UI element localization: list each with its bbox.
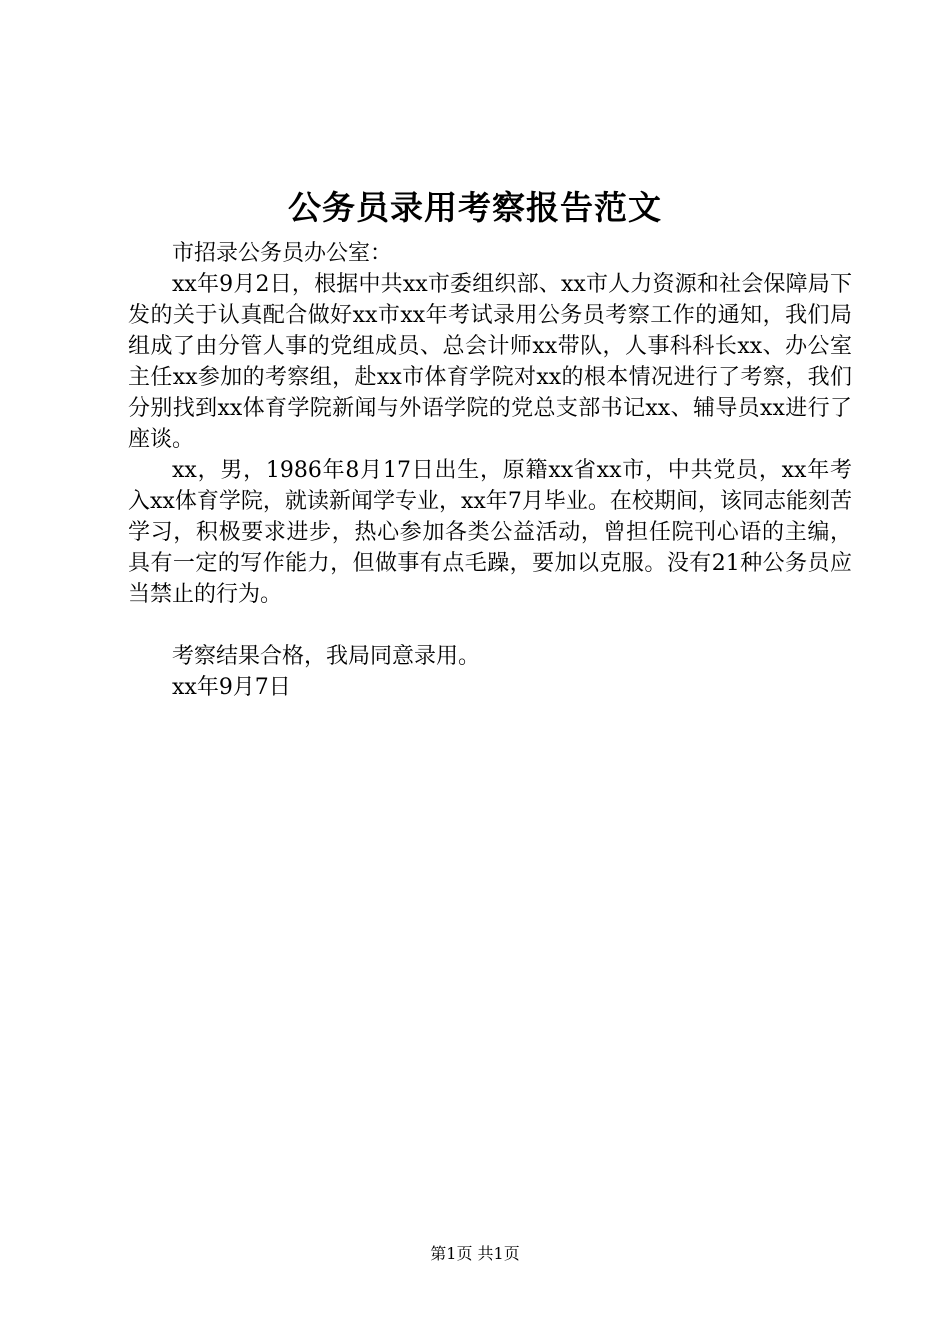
document-title: 公务员录用考察报告范文 (288, 188, 662, 227)
paragraph-investigation: xx年9月2日，根据中共xx市委组织部、xx市人力资源和社会保障局下发的关于认真配合做好xx市xx年考试录用公务员考察工作的通知，我们局组成了由分管人事的党组成员、总会计师xx带队，人事科科长xx、办公室主任xx参加的考察组，赴xx市体育学院对xx的根本情况进行了考察，我们分别找到xx体育学院新闻与外语学院的党总支部书记xx、辅导员xx进行了座谈。 (128, 272, 852, 452)
conclusion: 考察结果合格，我局同意录用。 (172, 644, 481, 669)
page-footer: 第1页 共1页 (430, 1244, 520, 1263)
document-body (128, 238, 852, 703)
paragraph-candidate-profile: xx，男，1986年8月17日出生，原籍xx省xx市，中共党员，xx年考入xx体育学院，就读新闻学专业，xx年7月毕业。在校期间，该同志能刻苦学习，积极要求进步，热心参加各类公益活动，曾担任院刊心语的主编，具有一定的写作能力，但做事有点毛躁，要加以克服。没有21种公务员应当禁止的行为。 (128, 458, 852, 607)
salutation: 市招录公务员办公室： (172, 241, 393, 266)
signature-date: xx年9月7日 (172, 675, 291, 700)
blank-line (128, 610, 852, 641)
